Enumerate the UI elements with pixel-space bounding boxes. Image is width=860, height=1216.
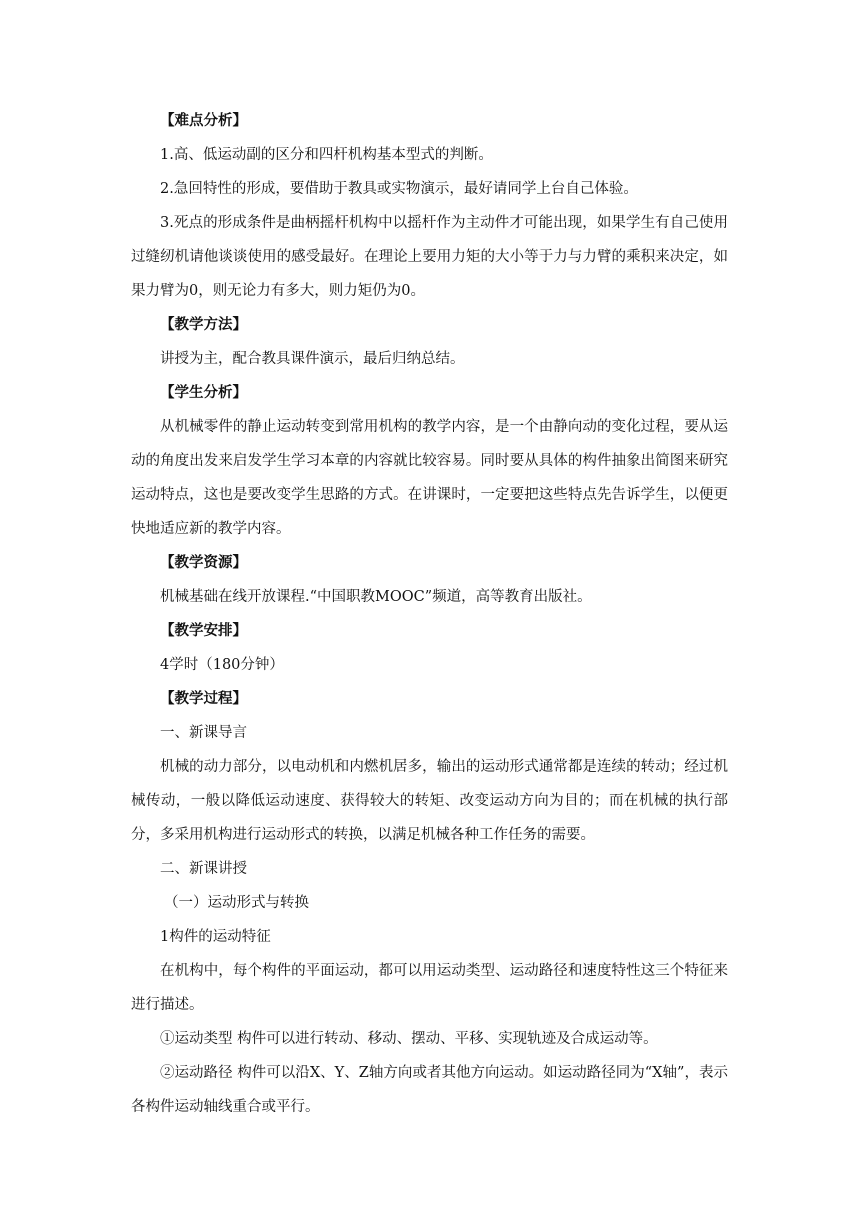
intro-text: 机械的动力部分，以电动机和内燃机居多，输出的运动形式通常都是连续的转动；经过机械传动，一般以降低运动速度、获得较大的转矩、改变运动方向为目的；而在机械的执行部分，多采用机构进行运动形式的转换，以满足机械各种工作任务的需要。 bbox=[131, 759, 728, 843]
method-text: 讲授为主，配合教具课件演示，最后归纳总结。 bbox=[160, 351, 465, 367]
point-text: 在机构中，每个构件的平面运动，都可以用运动类型、运动路径和速度特性这三个特征来进行描述。 bbox=[131, 963, 728, 1013]
difficulty-heading: 【难点分析】 bbox=[160, 112, 247, 129]
schedule-heading: 【教学安排】 bbox=[160, 622, 247, 639]
difficulty-item-1: 1.高、低运动副的区分和四杆机构基本型式的判断。 bbox=[160, 147, 493, 163]
difficulty-item-2: 2.急回特性的形成，要借助于教具或实物演示，最好请同学上台自己体验。 bbox=[160, 181, 638, 197]
difficulty-item-3: 3.死点的形成条件是曲柄摇杆机构中以摇杆作为主动件才可能出现，如果学生有自己使用过缝纫机请他谈谈使用的感受最好。在理论上要用力矩的大小等于力与力臂的乘积来决定，如果力臂为0，则无论力有多大，则力矩仍为0。 bbox=[131, 215, 728, 299]
bullet-motion-path: ②运动路径 构件可以沿X、Y、Z轴方向或者其他方向运动。如运动路径同为“X轴”，表示各构件运动轴线重合或平行。 bbox=[131, 1065, 728, 1115]
schedule-text: 4学时（180分钟） bbox=[160, 657, 284, 673]
student-text: 从机械零件的静止运动转变到常用机构的教学内容，是一个由静向动的变化过程，要从运动的角度出发来启发学生学习本章的内容就比较容易。同时要从具体的构件抽象出简图来研究运动特点，这也是要改变学生思路的方式。在讲课时，一定要把这些特点先告诉学生，以便更快地适应新的教学内容。 bbox=[131, 419, 728, 537]
student-heading: 【学生分析】 bbox=[160, 384, 247, 401]
bullet-motion-type: ①运动类型 构件可以进行转动、移动、摆动、平移、实现轨迹及合成运动等。 bbox=[160, 1031, 658, 1047]
point-title: 1构件的运动特征 bbox=[160, 929, 271, 945]
lecture-title: 二、新课讲授 bbox=[160, 861, 247, 877]
document-body bbox=[131, 104, 728, 1124]
resource-text: 机械基础在线开放课程.“中国职教MOOC”频道，高等教育出版社。 bbox=[160, 589, 592, 605]
process-heading: 【教学过程】 bbox=[160, 690, 247, 707]
method-heading: 【教学方法】 bbox=[160, 316, 247, 333]
intro-title: 一、新课导言 bbox=[160, 725, 247, 741]
resource-heading: 【教学资源】 bbox=[160, 554, 247, 571]
subsection-title: （一）运动形式与转换 bbox=[164, 895, 309, 911]
